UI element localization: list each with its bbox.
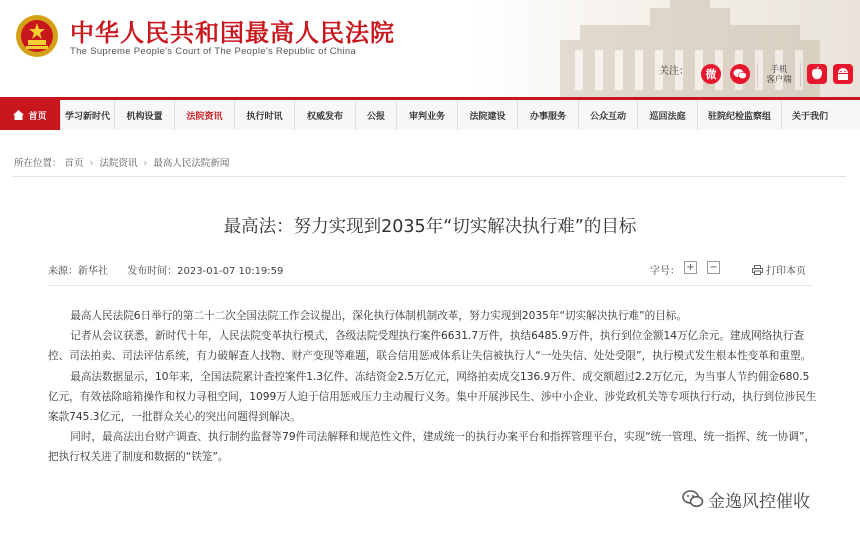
nav-item-about[interactable]: 关于我们 (791, 111, 828, 122)
home-icon (13, 110, 24, 120)
nav-item-circuit-courts[interactable]: 巡回法庭 (638, 100, 698, 130)
weibo-icon[interactable]: 微 (701, 64, 721, 84)
nav-item-court-news[interactable]: 法院资讯 (175, 100, 235, 130)
site-title[interactable]: 中华人民共和国最高人民法院 (70, 19, 395, 47)
print-button[interactable] (752, 262, 806, 277)
chevron-right-icon: › (89, 158, 94, 169)
nav-item-trial-business[interactable]: 审判业务 (397, 100, 458, 130)
breadcrumb-prefix: 所在位置： (14, 158, 62, 169)
mobile-label-line2: 客户端 (766, 75, 792, 85)
divider (12, 176, 846, 177)
wechat-icon (682, 489, 704, 509)
site-subtitle: The Supreme People's Court of The People's Republic of China (70, 46, 357, 57)
font-increase-button[interactable]: + (684, 261, 697, 274)
nav-item-label: 首页 (28, 111, 47, 122)
nav-item-enforcement-news[interactable]: 执行时讯 (235, 100, 295, 130)
wechat-icon[interactable] (730, 64, 750, 84)
article-paragraph: 最高法数据显示，10年来，全国法院累计查控案件1.3亿件、冻结资金2.5万亿元，网络拍卖成交136.9万件、成交额超过2.2万亿元，为当事人节约佣金680.5亿元，有效祛除暗箱操作和权力寻租空间，1099万人迫于信用惩戒压力主动履行义务。集中开展涉民生、涉中小企业、涉党政机关等专项执行行动，执行到位涉民生案款745.3亿元，一批群众关心的突出问题得到解决。 (48, 370, 817, 424)
follow-label: 关注： (659, 66, 689, 77)
nav-item-home[interactable] (0, 100, 61, 130)
mobile-label-line1: 手机 (770, 65, 788, 75)
nav-item-court-building[interactable]: 法院建设 (458, 100, 518, 130)
breadcrumb-spc-news[interactable]: 最高人民法院新闻 (153, 158, 230, 169)
article-published-time: 发布时间：2023-01-07 10:19:59 (127, 266, 284, 277)
font-size-label: 字号： (650, 266, 680, 277)
article-body (48, 306, 818, 468)
nav-item-services[interactable]: 办事服务 (518, 100, 579, 130)
article-paragraph: 同时，最高法出台财产调查、执行制约监督等79件司法解释和规范性文件，建成统一的执行办案平台和指挥管理平台，实现“统一管理、统一指挥、统一协调”，把执行权关进了制度和数据的“铁笼”。 (48, 431, 816, 464)
watermark-text: 金逸风控催收 (708, 491, 810, 512)
header-divider (800, 63, 801, 87)
divider (48, 285, 812, 286)
national-emblem-icon (15, 14, 59, 58)
main-nav (0, 97, 860, 130)
header-divider (757, 63, 758, 87)
print-label: 打印本页 (766, 266, 806, 277)
article-paragraph: 记者从会议获悉，新时代十年，人民法院变革执行模式，各级法院受理执行案件6631.7万件，执结6485.9万件，执行到位金额14万亿余元。建成网络执行查控、司法拍卖、司法评估系统，有力破解查人找物、财产变现等难题，联合信用惩戒体系让失信被执行人“一处失信、处处受限”，执行模式发生根本性变革和重塑。 (48, 330, 812, 363)
breadcrumb (14, 155, 229, 169)
android-icon[interactable] (833, 64, 853, 84)
article-source: 来源：新华社 (48, 266, 108, 277)
breadcrumb-court-news[interactable]: 法院资讯 (99, 158, 138, 169)
nav-item-study[interactable]: 学习新时代 (61, 100, 115, 130)
nav-item-gazette[interactable]: 公报 (356, 100, 397, 130)
mobile-client-link[interactable] (765, 65, 793, 85)
watermark (678, 484, 814, 514)
article-paragraph: 最高人民法院6日举行的第二十二次全国法院工作会议提出，深化执行体制机制改革，努力实现到2035年“切实解决执行难”的目标。 (70, 310, 687, 322)
nav-item-discipline-group[interactable]: 驻院纪检监察组 (698, 100, 782, 130)
nav-item-institutions[interactable]: 机构设置 (115, 100, 175, 130)
font-decrease-button[interactable]: − (707, 261, 720, 274)
breadcrumb-home[interactable]: 首页 (64, 158, 84, 169)
nav-item-public-interaction[interactable]: 公众互动 (579, 100, 638, 130)
site-header (0, 0, 860, 97)
apple-icon[interactable] (807, 64, 827, 84)
printer-icon (752, 265, 763, 275)
chevron-right-icon: › (143, 158, 148, 169)
article-title: 最高法：努力实现到2035年“切实解决执行难”的目标 (223, 217, 637, 237)
article-meta (48, 262, 283, 277)
nav-item-releases[interactable]: 权威发布 (295, 100, 356, 130)
